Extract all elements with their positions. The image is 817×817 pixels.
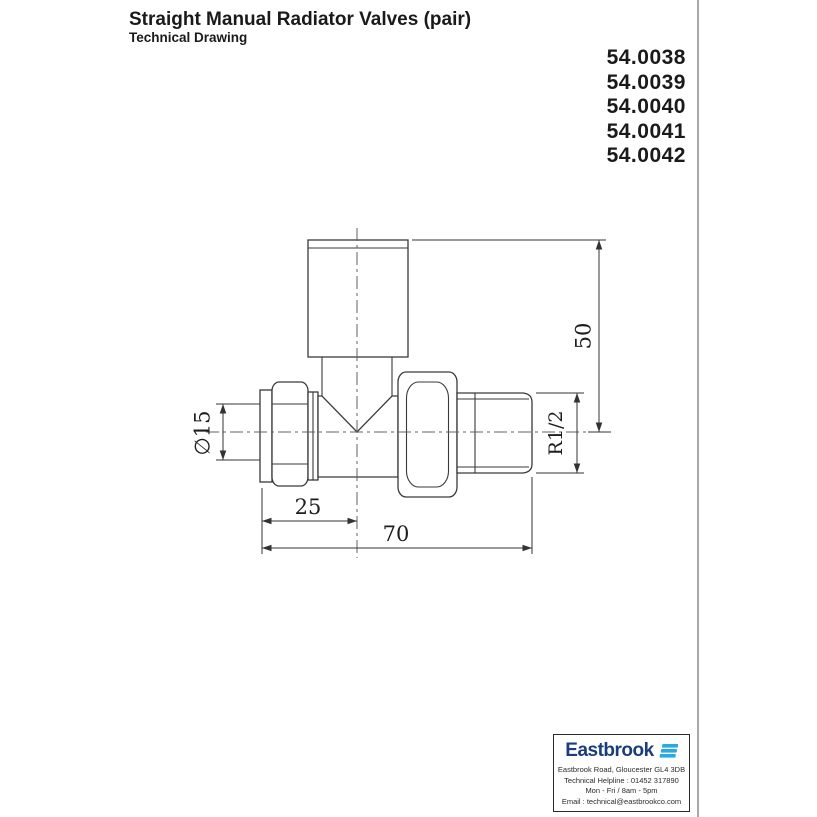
product-code: 54.0039 [606,70,686,94]
valve-outline [226,240,532,497]
brand-address: Eastbrook Road, Gloucester GL4 3DB [557,765,686,774]
page-title: Straight Manual Radiator Valves (pair) [129,9,472,30]
compression-nut [272,382,308,486]
eastbrook-bars-icon [659,743,678,759]
dim-inlet-diameter [191,404,235,460]
product-code: 54.0041 [606,119,686,143]
brand-wordmark: Eastbrook [565,740,654,761]
valve-body [318,396,398,477]
product-code: 54.0040 [606,95,686,119]
dim-label-overall-length: 70 [382,522,410,546]
thread [457,393,532,473]
dim-inlet-to-centre [262,488,357,554]
dim-label-inlet-to-centre: 25 [294,495,322,519]
product-code: 54.0038 [606,46,686,69]
brand-helpline: Technical Helpline : 01452 317890 [564,775,679,785]
brand-logo-row [554,739,689,763]
dim-label-inlet-diameter: ∅15 [190,410,215,456]
brand-contact-lines [554,765,689,807]
brand-hours: Mon - Fri / 8am - 5pm [585,786,658,795]
page-subtitle: Technical Drawing [129,30,248,45]
product-code: 54.0042 [606,144,686,168]
dim-label-thread: R1/2 [545,410,567,456]
brand-email: Email : technical@eastbrookco.com [561,796,682,806]
dim-label-height-to-centre: 50 [571,322,596,350]
valve-head [308,240,408,357]
brand-box [553,734,690,812]
union-nut [398,372,457,497]
dim-thread [536,393,584,473]
collar-rings [308,392,318,480]
flange [260,390,272,482]
